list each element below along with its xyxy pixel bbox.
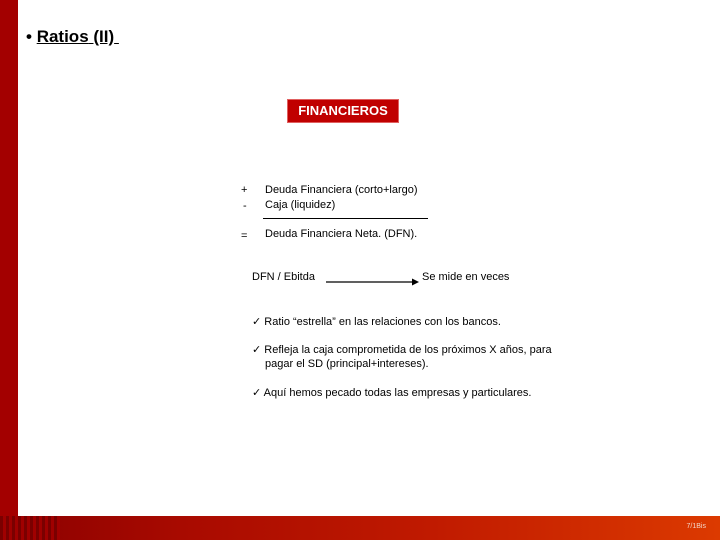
- title-trail: [114, 27, 119, 46]
- ratio-label: DFN / Ebitda: [252, 271, 315, 283]
- financieros-tag: FINANCIEROS: [287, 99, 399, 123]
- arrow-right-icon: [326, 277, 420, 287]
- page-number: 7/1Bis: [686, 523, 706, 530]
- ratio-note: Se mide en veces: [422, 271, 510, 283]
- check-item-2-cont: pagar el SD (principal+intereses).: [265, 358, 429, 370]
- calc-line-2: Caja (liquidez): [265, 199, 336, 211]
- footer-bar: [0, 516, 720, 540]
- calc-line-1: Deuda Financiera (corto+largo): [265, 184, 418, 196]
- plus-sign: +: [241, 184, 248, 196]
- footer-stripes: [0, 516, 60, 540]
- sum-rule: [263, 218, 428, 219]
- title-bullet: •: [26, 27, 32, 46]
- calc-result: Deuda Financiera Neta. (DFN).: [265, 228, 418, 240]
- minus-sign: -: [243, 200, 247, 212]
- check-item-3: ✓ Aquí hemos pecado todas las empresas y particulares.: [252, 387, 532, 399]
- check-item-1: ✓ Ratio “estrella” en las relaciones con los bancos.: [252, 316, 501, 328]
- left-accent-bar: [0, 0, 18, 540]
- check-item-2: ✓ Refleja la caja comprometida de los próximos X años, para: [252, 344, 552, 356]
- equals-sign: =: [241, 230, 248, 242]
- title-rest: (II): [88, 27, 115, 46]
- slide-title: [26, 27, 119, 47]
- title-main: Ratios: [36, 27, 89, 46]
